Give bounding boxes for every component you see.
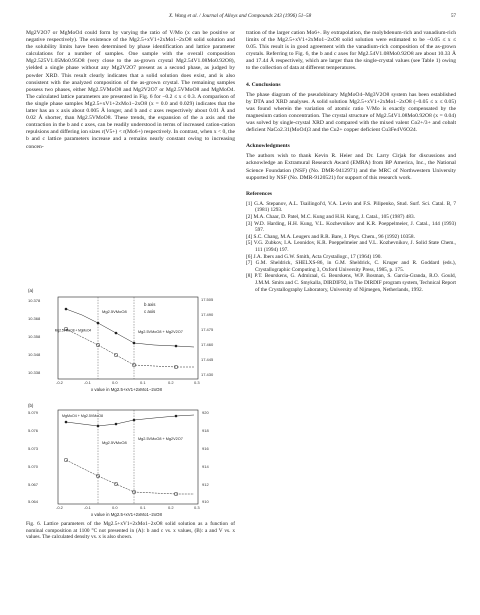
figure-panel-a: [26, 285, 235, 393]
panel-b-right-ticks: [202, 410, 209, 504]
svg-text:-0.2: -0.2: [56, 505, 63, 510]
panel-a-xlabel: x value in Mg2.5+xV1+2xMo1−2xO8: [91, 387, 162, 392]
svg-text:0.2: 0.2: [168, 505, 174, 510]
phase-label-b3: Mg2.5VMoO8 + Mg2V2O7: [138, 437, 183, 441]
svg-text:910: 910: [202, 499, 209, 504]
svg-text:10.348: 10.348: [28, 352, 41, 357]
phase-label-1: Mg2.5VMoO8 + MgMoO4: [54, 328, 92, 333]
figure-caption: Fig. 6. Lattice parameters of the Mg2.5+xV1+2xMo1−2xO8 solid solution as a function of nominal composition at 1100 °C not presented in (A): b and c vs. x values, (B): a and V vs. x values. The calculated density vs. x is also shown.: [26, 521, 235, 541]
panel-a-left-ticks: [28, 298, 41, 375]
running-title: X. Wang et al. / Journal of Alloys and Compounds 243 (1996) 51–58: [168, 13, 312, 19]
reference-item: [1] G.A. Stepanov, A.L. Tsailingol'd, V.A. Levin and F.S. Pilipenko, Stud. Surf. Sci. Catal. B, 7 (1981) 1293.: [246, 200, 456, 214]
phase-label-2: Mg2.5VMoO8: [102, 309, 127, 314]
page-number: 57: [450, 13, 456, 19]
svg-text:916: 916: [202, 446, 209, 451]
phase-label-b2: Mg2.5VMoO8: [102, 440, 127, 445]
svg-text:5.073: 5.073: [28, 446, 39, 451]
panel-a-frame: [58, 297, 198, 379]
svg-text:5.079: 5.079: [28, 410, 39, 415]
panel-a-x-ticks: [56, 380, 200, 385]
reference-list: [246, 201, 456, 293]
phase-label-b1: MgMoO4 + Mg2.5VMoO8: [62, 414, 104, 418]
reference-item: [3] W.D. Harding, H.H. Kung, V.L. Kozhevnikov and K.R. Poeppelmeier, J. Catal., 144 (1993) 597.: [246, 220, 456, 234]
panel-b-label: (b): [28, 403, 34, 408]
svg-text:0.3: 0.3: [194, 380, 200, 385]
reference-item: [5] V.G. Zubkov, I.A. Leonidov, K.R. Poeppelmeier and V.L. Kozhevnikov, J. Solid State Chem., 111 (1994) 197.: [246, 240, 456, 253]
reference-item: [4] S.C. Chang, M.A. Leugers and R.R. Bare, J. Phys. Chem., 96 (1992) 10358.: [246, 233, 415, 240]
legend-c-axis: c axis: [144, 309, 156, 314]
svg-text:0.1: 0.1: [140, 505, 146, 510]
panel-b-svg: [26, 400, 235, 518]
volume-series: [66, 460, 194, 494]
panel-a-right-ticks: [201, 297, 214, 377]
volume-points: [65, 459, 178, 496]
svg-text:0.0: 0.0: [112, 505, 118, 510]
right-column: [246, 30, 456, 293]
svg-text:17.490: 17.490: [201, 312, 214, 317]
c-axis-series: [66, 329, 194, 367]
svg-text:17.445: 17.445: [201, 357, 214, 362]
panel-a-label: (a): [28, 288, 34, 293]
svg-text:10.358: 10.358: [28, 334, 41, 339]
panel-b-frame: [58, 410, 198, 504]
panel-b-left-ticks: [28, 410, 39, 504]
svg-text:0.2: 0.2: [168, 380, 174, 385]
reference-item: [6] J.A. Ibers and G.W. Smith, Acta Crystallogr., 17 (1964) 190.: [246, 253, 382, 260]
figure-panel-b: [26, 400, 235, 518]
left-column: [26, 30, 235, 151]
svg-text:17.460: 17.460: [201, 342, 214, 347]
running-header: [24, 13, 456, 23]
reference-item: [8] P.T. Beurskens, G. Admiraal, G. Beurskens, W.P. Bosman, S. Garcia-Granda, R.O. Gould, J.M.M. Smits and C. Smykalla, DIRDIF92, in The DIRDIF program system, Technical Report of the Crystallography Laboratory, University of Nijmegen, Netherlands, 1992.: [246, 273, 456, 293]
legend-b-axis: b axis: [144, 302, 156, 307]
svg-text:0.0: 0.0: [112, 380, 118, 385]
acknowledgments-heading: Acknowledgments: [246, 143, 290, 150]
svg-text:912: 912: [202, 482, 209, 487]
svg-text:10.378: 10.378: [28, 298, 41, 303]
panel-b-xlabel: x value in Mg2.5+xV1+2xMo1−2xO8: [91, 512, 162, 517]
svg-text:920: 920: [202, 410, 209, 415]
reference-item: [2] M.A. Chaar, D. Patel, M.C. Kung and H.H. Kung, J. Catal., 105 (1987) 483.: [246, 213, 415, 220]
svg-text:17.475: 17.475: [201, 327, 214, 332]
svg-text:914: 914: [202, 464, 209, 469]
phase-label-3: Mg2.5VMoO8 + Mg2V2O7: [138, 330, 183, 334]
svg-text:918: 918: [202, 428, 209, 433]
svg-text:5.070: 5.070: [28, 464, 39, 469]
svg-text:-0.1: -0.1: [84, 505, 91, 510]
svg-text:-0.1: -0.1: [84, 380, 91, 385]
panel-b-x-ticks: [56, 505, 200, 510]
svg-text:17.505: 17.505: [201, 297, 214, 302]
conclusions-text: The phase diagram of the pseudobinary MgMoO4–Mg3V2O8 system has been established by DTA and XRD analyses. A solid solution Mg2.5+xV1+2xMo1−2xO8 (−0.05 ≤ x ≤ 0.05) was found wherein the variation of atomic ratio V/Mo is exactly compensated by the magnesium cation concentration. The crystal structure of Mg2.54V1.08Mo0.92O8 (x = 0.04) was solved by single-crystal XRD and compared with the mixed valent Co2+/3+ and cobalt deficient NaCo2.31(MoO4)3 and the Cu2+ copper deficient Cu3Fe4V6O24.: [246, 91, 456, 134]
svg-text:5.064: 5.064: [28, 499, 39, 504]
svg-text:17.430: 17.430: [201, 372, 214, 377]
reference-item: [7] G.M. Sheldrick, SHELXS-86, in G.M. Sheldrick, C. Kruger and R. Goddard (eds.), Crystallographic Computing 3, Oxford University Press, 1985, p. 175.: [246, 260, 456, 273]
references-heading: References: [246, 190, 272, 197]
panel-a-svg: [26, 285, 235, 393]
conclusions-heading: 4. Conclusions: [246, 81, 281, 88]
svg-text:-0.2: -0.2: [56, 380, 63, 385]
svg-text:0.3: 0.3: [194, 505, 200, 510]
right-paragraph-1: tration of the larger cation Mo6+. By extrapolation, the molybdenum-rich and vanadium-rich limits of the Mg2.5+xV1+2xMo1−2xO8 solid solution were estimated to be −0.05 ≤ x ≤ 0.05. This result is in good agreement with the vanadium-rich composition of the as-grown crystals. Referring to Fig. 6, the b and c axes for Mg2.54V1.08Mo0.92O8 are about 10.33 Å and 17.44 Å respectively, which are larger than the single-crystal values (see Table 1) owing to the collection of data at different temperatures.: [246, 30, 456, 72]
svg-text:0.1: 0.1: [140, 380, 146, 385]
left-paragraph: Mg2V2O7 or MgMoO4 could form by varying the ratio of V/Mo (x can be positive or negative respectively). The existence of the Mg2.5+xV1+2xMo1−2xO8 solid solution and the solubility limits have been determined by phase identification and lattice parameter calculations for a number of samples. One sample with the overall composition Mg2.525V1.05Mo0.95O8 (very close to the as-grown crystal Mg2.54V1.08Mo0.92O8), yielded a single phase without any Mg2V2O7 present as a second phase, as judged by powder XRD. This result clearly indicates that a solid solution does exist, and is also consistent with the analyzed composition of the as-grown crystal. The remaining samples possess two phases, either Mg2.5VMoO8 and Mg2V2O7 or Mg2.5VMoO8 and MgMoO4. The calculated lattice parameters are presented in Fig. 6 for −0.2 ≤ x ≤ 0.3. A comparison of the single phase samples Mg2.5+xV1+2xMo1−2xO8 (x = 0.0 and 0.029) indicates that the latter has an x axis about 0.005 Å longer, and b and c axes respectively about 0.01 Å and 0.02 Å shorter, than Mg2.5VMoO8. These trends, the expansion of the a axis and the contraction in the b and c axes, can be readily understood in terms of increased cation-cation repulsions and differing ion sizes r(V5+) < r(Mo6+) respectively. In contrast, when x < 0, the b and c lattice parameters increase and a remains nearly constant owing to increasing concen-: [26, 30, 235, 150]
acknowledgments-text: The authors wish to thank Kevin R. Heier and Dr. Larry Cirjak for discussions and acknowledge an Extramural Research Award (EMRA) from BP America, Inc., the National Science Foundation (NSF) (No. DMR-9412971) and the MRC of Northwestern University supported by NSF (No. DMR-9120521) for support of this research work.: [246, 153, 456, 181]
svg-text:5.067: 5.067: [28, 482, 39, 487]
svg-text:10.338: 10.338: [28, 370, 41, 375]
svg-text:5.076: 5.076: [28, 428, 39, 433]
svg-text:10.368: 10.368: [28, 316, 41, 321]
